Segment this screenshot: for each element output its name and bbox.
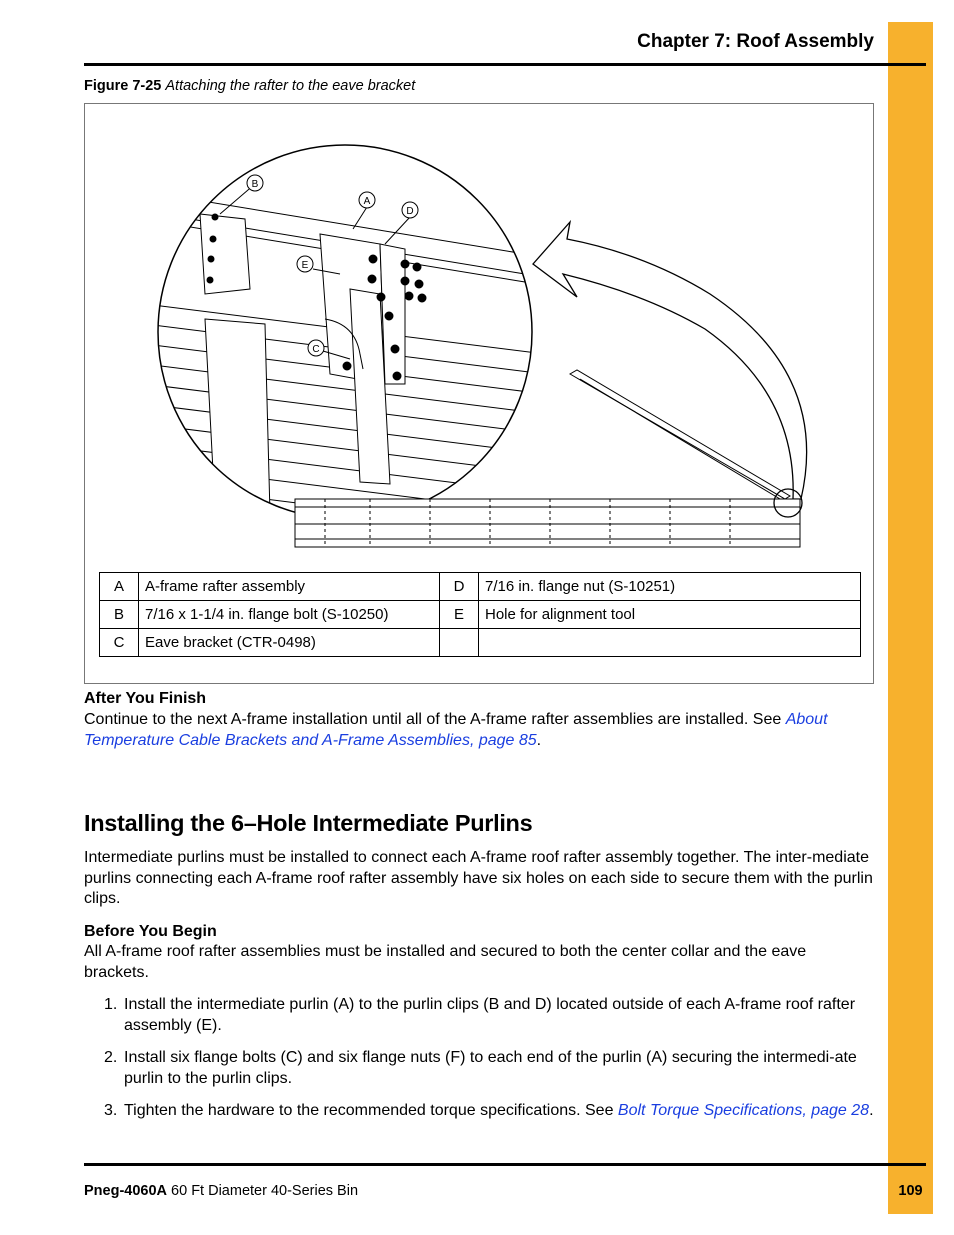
before-begin-heading: Before You Begin [84, 923, 217, 940]
after-finish-end: . [536, 731, 542, 749]
rafter-eave-bracket-drawing [85, 104, 873, 564]
legend-desc: 7/16 in. flange nut (S-10251) [479, 573, 861, 601]
list-item [104, 1048, 874, 1089]
step-text-container [124, 1101, 874, 1122]
callout-label-e: E [301, 260, 309, 271]
figure-caption-text: Attaching the rafter to the eave bracket [165, 78, 416, 94]
page-number: 109 [898, 1183, 923, 1199]
step-text: Install six flange bolts (C) and six flange nuts (F) to each end of the purlin (A) securing the intermedi-ate purlin to the purlin clips. [124, 1049, 857, 1087]
section-title: Installing the 6–Hole Intermediate Purlins [84, 810, 533, 836]
step-number: 3. [104, 1102, 118, 1119]
legend-desc: 7/16 x 1-1/4 in. flange bolt (S-10250) [139, 601, 440, 629]
step-end: . [869, 1102, 874, 1119]
callout-label-b: B [251, 179, 259, 190]
before-begin-text: All A-frame roof rafter assemblies must be installed and secured to both the center collar and the eave brackets. [84, 943, 807, 981]
callout-label-d: D [406, 206, 414, 217]
footer-doc-info [84, 1183, 358, 1199]
table-row [100, 629, 861, 657]
table-row [100, 573, 861, 601]
legend-key: D [440, 573, 479, 601]
legend-desc: A-frame rafter assembly [139, 573, 440, 601]
after-finish-paragraph [84, 710, 874, 751]
figure-number: Figure 7-25 [84, 78, 162, 94]
doc-id: Pneg-4060A [84, 1183, 168, 1199]
step-text: Tighten the hardware to the recommended torque specifications. See [124, 1102, 618, 1119]
legend-key: A [100, 573, 139, 601]
after-finish-text: Continue to the next A-frame installation until all of the A-frame rafter assemblies are installed. See [84, 711, 786, 728]
about-temperature-cable-link[interactable]: About Temperature Cable Brackets and A-Frame Assemblies, page 85 [84, 711, 828, 749]
list-item [104, 1101, 874, 1122]
magnify-arrow [533, 222, 807, 499]
chapter-sidebar-tab [888, 22, 933, 1214]
figure-caption [84, 78, 415, 94]
header-rule [84, 63, 926, 66]
footer-rule [84, 1163, 926, 1166]
doc-title: 60 Ft Diameter 40-Series Bin [171, 1183, 359, 1199]
chapter-title: Chapter 7: Roof Assembly [637, 31, 874, 52]
callout-label-c: C [312, 344, 320, 355]
callout-label-a: A [363, 196, 371, 207]
legend-key [440, 629, 479, 657]
figure-box [84, 103, 874, 684]
step-number: 1. [104, 996, 118, 1013]
legend-desc [479, 629, 861, 657]
legend-key: E [440, 601, 479, 629]
table-row [100, 601, 861, 629]
section-intro: Intermediate purlins must be installed to connect each A-frame roof rafter assembly together. The inter-mediate purlins connecting each A-frame roof rafter assembly have six holes on each side to secure them with the purlin clips. [84, 849, 873, 907]
bolt-torque-link[interactable]: Bolt Torque Specifications, page 28 [617, 1102, 870, 1119]
legend-desc: Eave bracket (CTR-0498) [139, 629, 440, 657]
legend-desc: Hole for alignment tool [479, 601, 861, 629]
step-number: 2. [104, 1049, 118, 1066]
rafter-overview [570, 370, 790, 499]
after-finish-heading: After You Finish [84, 690, 207, 707]
step-text: Install the intermediate purlin (A) to the purlin clips (B and D) located outside of each A-frame roof rafter assembly (E). [124, 996, 856, 1034]
list-item [104, 995, 874, 1036]
figure-legend-table [99, 572, 861, 657]
legend-key: C [100, 629, 139, 657]
eave-ring-overview [295, 499, 800, 547]
legend-key: B [100, 601, 139, 629]
